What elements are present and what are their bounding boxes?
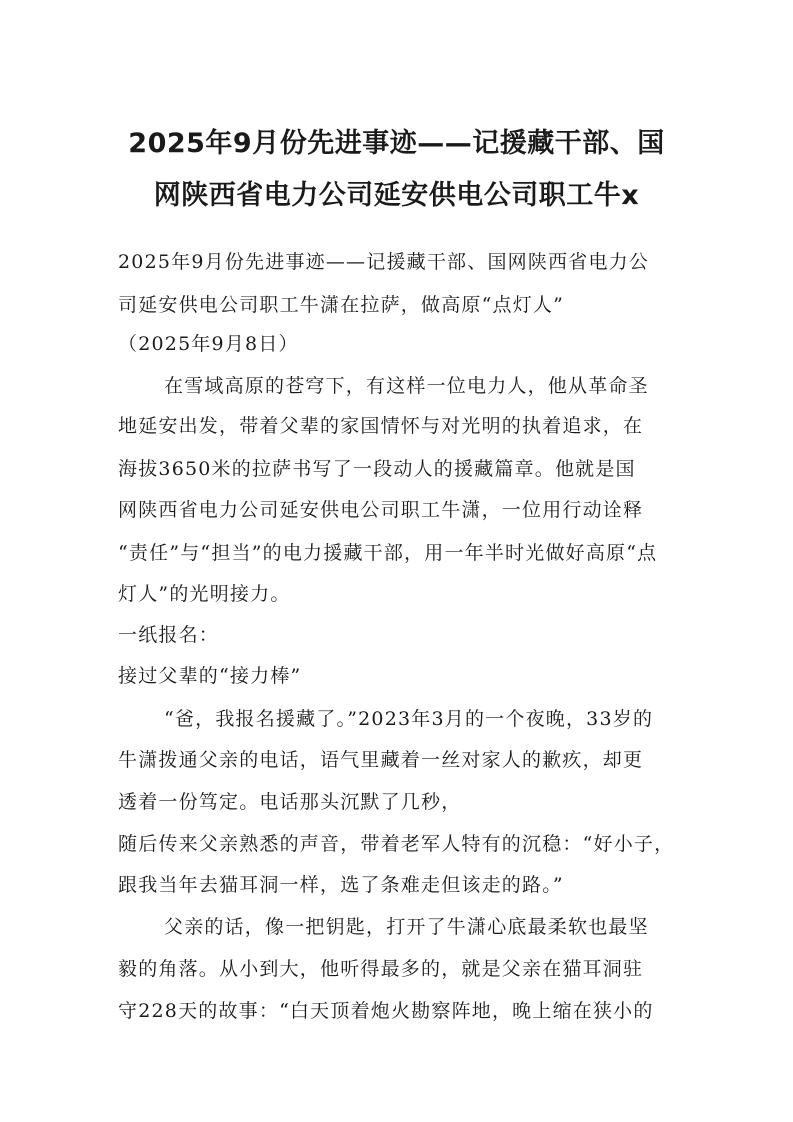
title-line-1: 2025年9月份先进事迹——记援藏干部、国 (128, 128, 665, 159)
section-subheading: 接过父辈的“接力棒” (118, 665, 302, 687)
body-line: 地延安出发，带着父辈的家国情怀与对光明的执着追求，在 (118, 415, 644, 437)
body-line: 在雪域高原的苍穹下，有这样一位电力人，他从革命圣 (164, 375, 649, 397)
body-line: 海拔3650米的拉萨书写了一段动人的援藏篇章。他就是国 (118, 458, 636, 480)
body-line: “爸，我报名援藏了。”2023年3月的一个夜晚，33岁的 (164, 708, 654, 730)
body-line: 守228天的故事：“白天顶着炮火勘察阵地，晚上缩在狭小的 (118, 1000, 654, 1022)
date-line: （2025年9月8日） (118, 333, 299, 355)
body-line: “责任”与“担当”的电力援藏干部，用一年半时光做好高原“点 (118, 542, 658, 564)
body-line: 随后传来父亲熟悉的声音，带着老军人特有的沉稳：“好小子， (118, 833, 675, 855)
body-line: 透着一份笃定。电话那头沉默了几秒， (118, 791, 462, 813)
body-line: 牛潇拨通父亲的电话，语气里藏着一丝对家人的歉疚，却更 (118, 749, 644, 771)
body-line: 跟我当年去猫耳洞一样，选了条难走但该走的路。” (118, 874, 564, 896)
body-line: 父亲的话，像一把钥匙，打开了牛潇心底最柔软也最坚 (164, 916, 649, 938)
title-line-2: 网陕西省电力公司延安供电公司职工牛x (153, 180, 640, 211)
section-heading: 一纸报名： (118, 624, 220, 646)
body-line: 2025年9月份先进事迹——记援藏干部、国网陕西省电力公 (118, 251, 650, 273)
body-line: 灯人”的光明接力。 (118, 583, 291, 605)
body-line: 司延安供电公司职工牛潇在拉萨，做高原“点灯人” (118, 294, 565, 316)
document-title (100, 118, 693, 222)
body-line: 毅的角落。从小到大，他听得最多的，就是父亲在猫耳洞驻 (118, 958, 644, 980)
body-line: 网陕西省电力公司延安供电公司职工牛潇，一位用行动诠释 (118, 499, 644, 521)
